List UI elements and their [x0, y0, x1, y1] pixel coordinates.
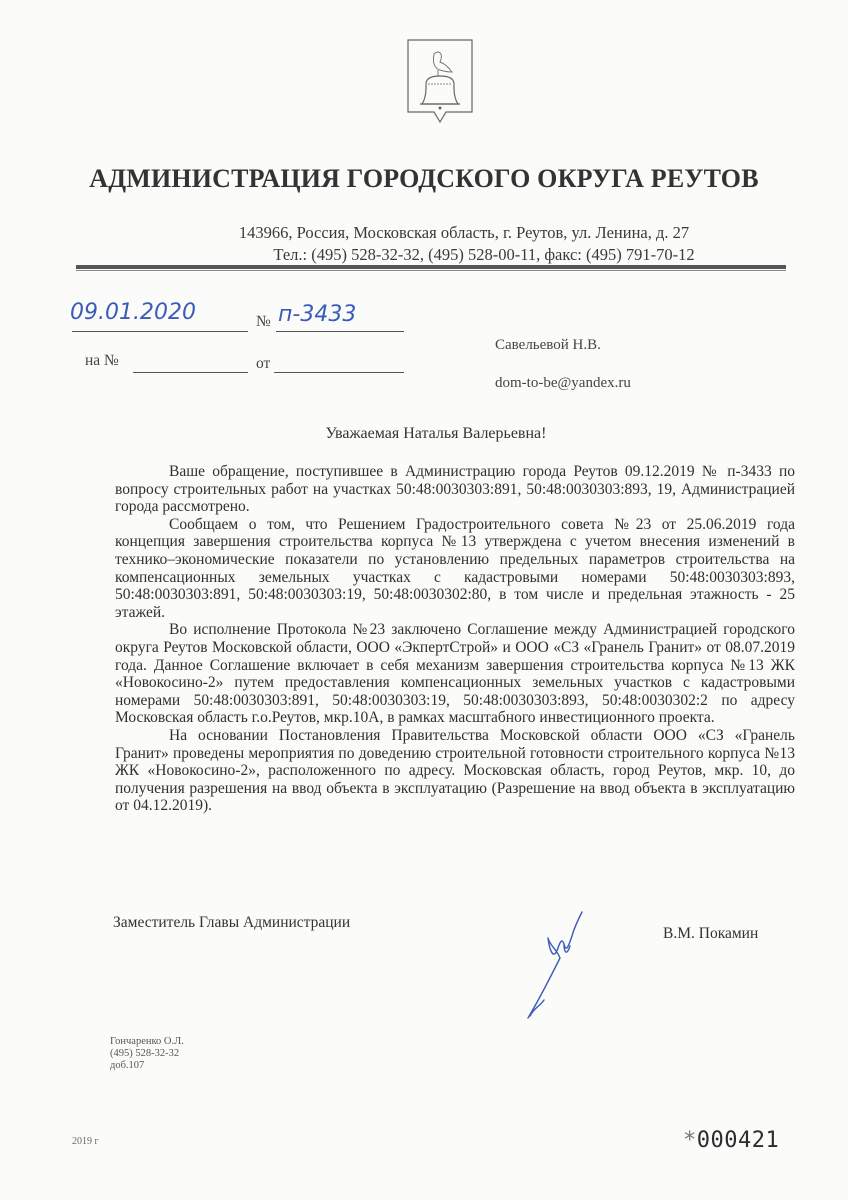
signatory-name: В.М. Покамин: [663, 925, 759, 942]
organization-address: 143966, Россия, Московская область, г. Реутов, ул. Ленина, д. 27: [238, 223, 690, 242]
outgoing-date: 09.01.2020: [70, 300, 196, 325]
paragraph: Во исполнение Протокола №23 заключено Соглашение между Администрацией городского округа Реутов Московской области, ООО «ЭкпертСтрой» и ООО «СЗ «Гранель Гранит» от 08.07.2019 года. Данное Соглашение включает в себя механизм завершения строительства корпуса №13 ЖК «Новокосино-2» путем предоставления компенсационных земельных участков с кадастровыми номерами 50:48:0030303:891, 50:48:0030303:19, 50:48:0030303:893, 50:48:0030302:2 по адресу Московская область г.о.Реутов, мкр.10А, в рамках масштабного инвестиционного проекта.: [115, 621, 795, 727]
date-line: [72, 331, 248, 332]
form-year: 2019 г: [72, 1136, 99, 1147]
serial-digits: 000421: [696, 1128, 780, 1153]
executor-phone: (495) 528-32-32: [110, 1048, 180, 1059]
header-divider: [76, 265, 786, 269]
paragraph: Ваше обращение, поступившее в Администрацию города Реутов 09.12.2019 № п-3433 по вопросу строительных работ на участках 50:48:0030303:891, 50:48:0030303:893, 19, Администрацией города рассмотрено.: [115, 463, 795, 516]
paragraph: Сообщаем о том, что Решением Градостроительного совета №23 от 25.06.2019 года концепция завершения строительства корпуса №13 утверждена с учетом внесения изменений в технико–экономические показатели по установлению предельных параметров строительства на компенсационных земельных участках с кадастровыми номерами 50:48:0030303:893, 50:48:0030303:891, 50:48:0030303:19, 50:48:0030302:80, в том числе и предельная этажность - 25 этажей.: [115, 515, 795, 621]
organization-contacts: Тел.: (495) 528-32-32, (495) 528-00-11, факс: (495) 791-70-12: [273, 245, 695, 264]
outgoing-number: п-3433: [278, 302, 357, 327]
form-serial-number: [683, 1128, 779, 1153]
letter-body: [115, 463, 795, 815]
number-label: №: [256, 313, 271, 330]
executor-extension: доб.107: [110, 1060, 145, 1071]
handwritten-signature-icon: [520, 908, 600, 1023]
executor-name: Гончаренко О.Л.: [110, 1036, 184, 1047]
executor-info: [110, 1036, 184, 1072]
serial-star: *: [683, 1128, 697, 1153]
reply-to-label: на №: [85, 352, 119, 369]
header-divider-thin: [76, 270, 786, 271]
number-line: [276, 331, 404, 332]
greeting: Уважаемая Наталья Валерьевна!: [325, 425, 547, 442]
from-line: [274, 372, 404, 373]
recipient-name: Савельевой Н.В.: [495, 337, 601, 353]
organization-title: АДМИНИСТРАЦИЯ ГОРОДСКОГО ОКРУГА РЕУТОВ: [89, 163, 759, 193]
recipient-email: dom-to-be@yandex.ru: [495, 375, 631, 391]
signatory-position: Заместитель Главы Администрации: [113, 914, 351, 931]
paragraph: На основании Постановления Правительства Московской области ООО «СЗ «Гранель Гранит» проведены мероприятия по доведению строительной готовности строительного корпуса №13 ЖК «Новокосино-2», расположенного по адресу. Московская область, город Реутов, мкр. 10, до получения разрешения на ввод объекта в эксплуатацию (Разрешение на ввод объекта в эксплуатацию от 04.12.2019).: [115, 726, 795, 815]
from-label: от: [256, 355, 271, 372]
coat-of-arms-icon: [406, 38, 474, 124]
reply-to-line: [133, 372, 248, 373]
